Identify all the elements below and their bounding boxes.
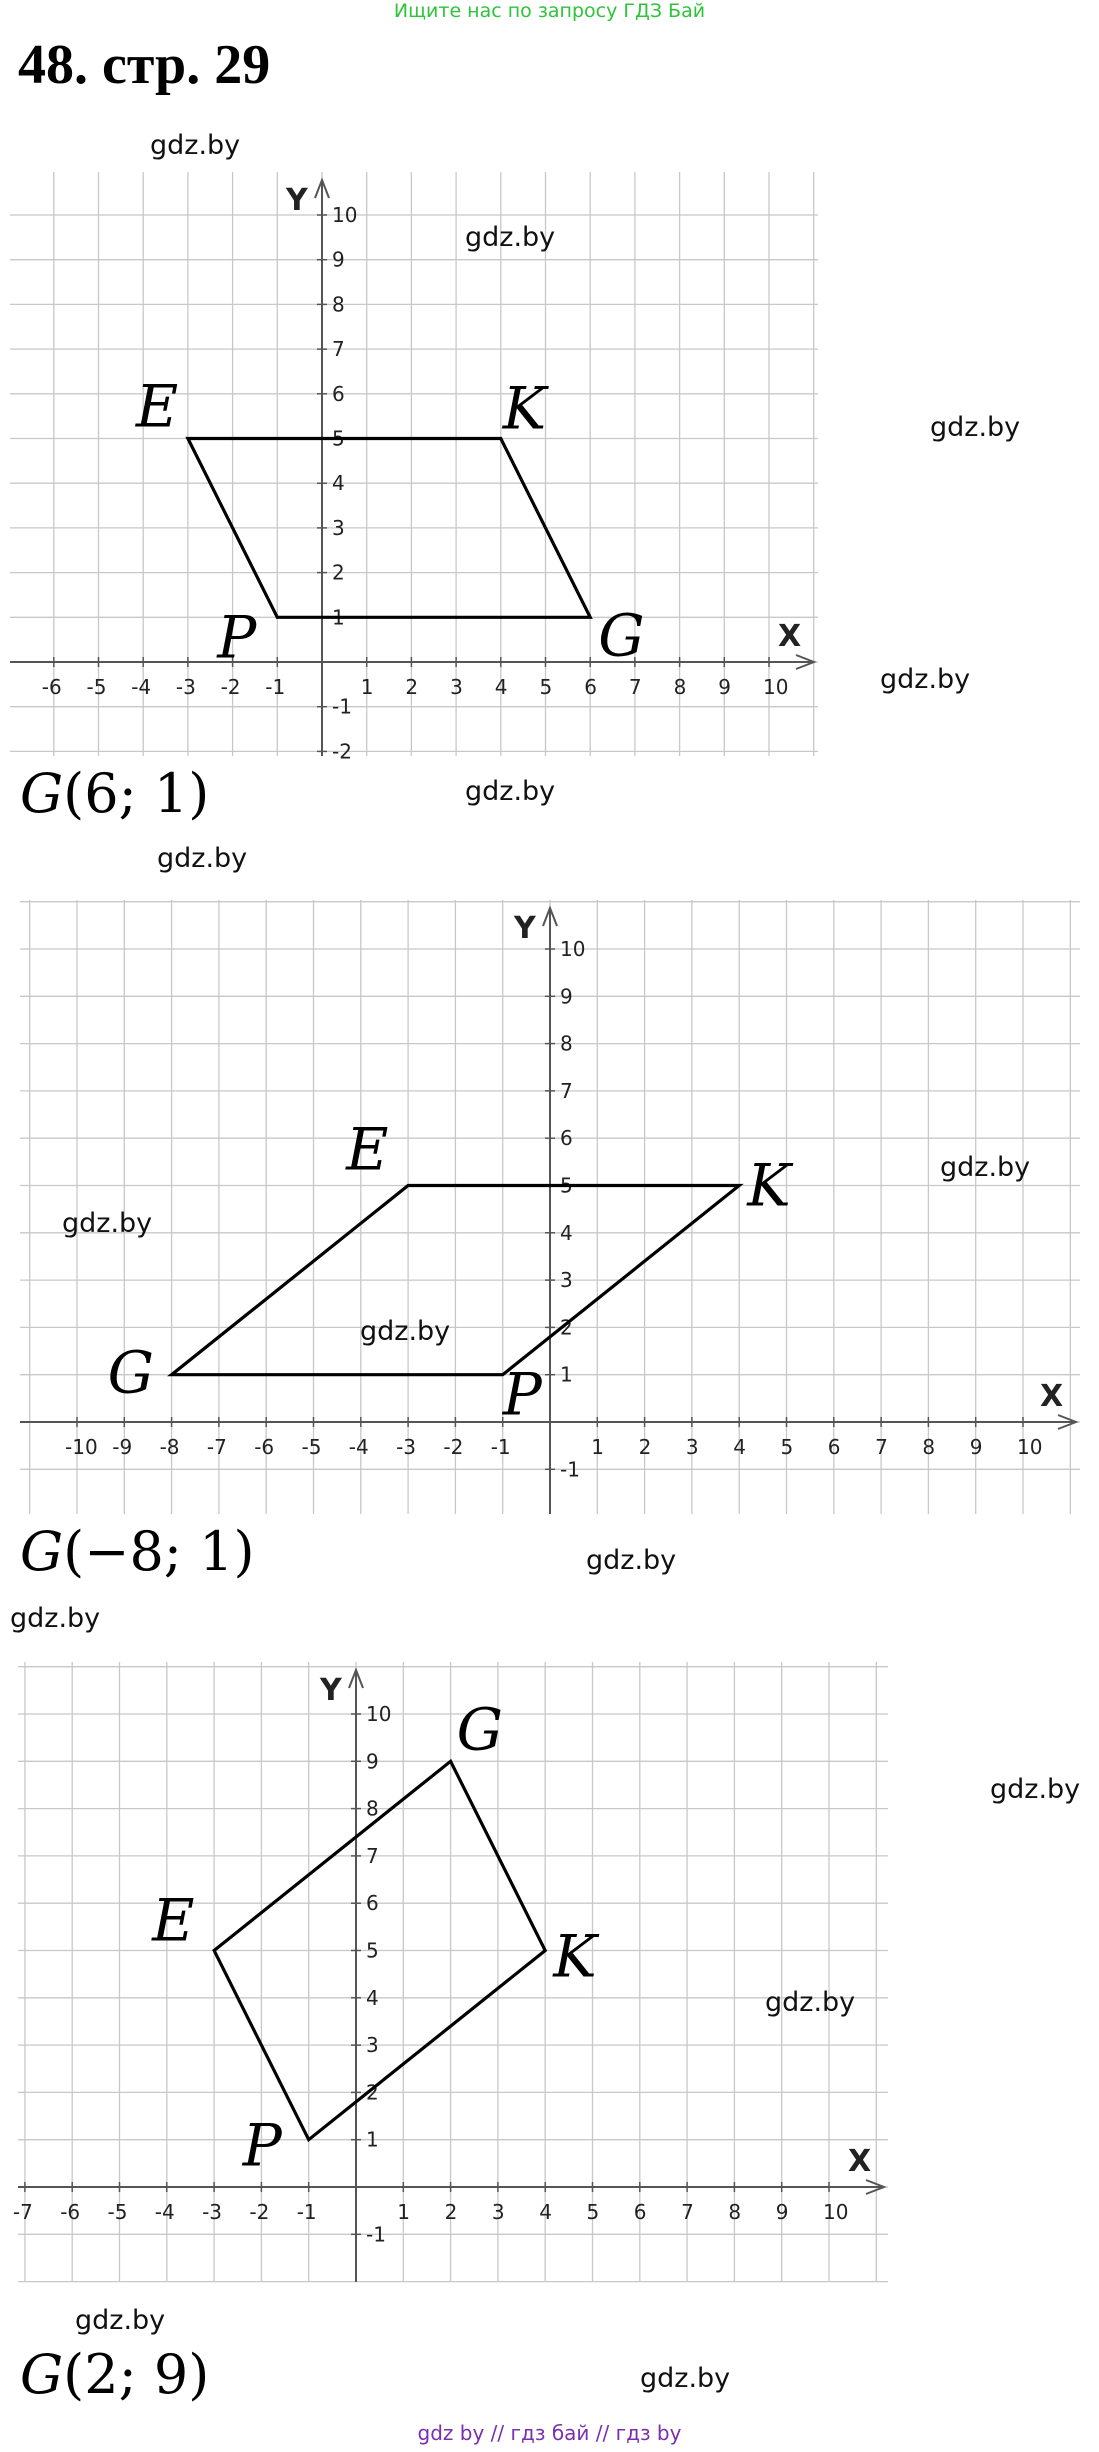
x-tick-label: -5 [107, 2200, 128, 2224]
x-tick-label: 2 [444, 2200, 458, 2224]
x-tick-label: 7 [875, 1435, 888, 1459]
y-axis-label: Y [286, 183, 308, 218]
x-tick-label: 7 [628, 675, 642, 699]
answer-2-coords: (−8; 1) [63, 1520, 255, 1583]
y-tick-label: -1 [560, 1457, 580, 1482]
x-tick-label: -6 [41, 675, 62, 699]
x-tick-label: 10 [823, 2200, 849, 2224]
x-tick-label: 2 [405, 675, 419, 699]
y-tick-label: 6 [560, 1126, 573, 1151]
vertex-label-g: G [598, 601, 645, 670]
y-tick-label: 7 [332, 337, 345, 362]
grid [18, 1662, 888, 2282]
watermark: gdz.by [150, 130, 241, 161]
x-tick-label: 4 [494, 675, 508, 699]
vertex-label-k: K [502, 374, 547, 443]
x-tick-label: -2 [443, 1435, 464, 1459]
watermark: gdz.by [640, 2363, 731, 2394]
x-tick-label: 5 [780, 1435, 794, 1459]
y-tick-label: -1 [332, 694, 352, 719]
vertex-label-g: G [456, 1695, 503, 1764]
y-tick-label: 2 [332, 560, 345, 585]
watermark: gdz.by [930, 412, 1021, 443]
vertex-label-e: E [135, 372, 179, 441]
x-tick-label: 5 [586, 2200, 600, 2224]
x-tick-label: -1 [490, 1435, 511, 1459]
x-tick-label: -6 [254, 1435, 275, 1459]
y-tick-label: 3 [332, 515, 345, 540]
x-tick-label: 1 [591, 1435, 605, 1459]
y-tick-label: 5 [332, 426, 345, 451]
y-tick-label: 5 [366, 1938, 379, 1963]
x-tick-label: -4 [131, 675, 152, 699]
x-tick-label: -9 [112, 1435, 133, 1459]
y-tick-label: 9 [560, 984, 573, 1009]
coordinate-plot-2 [20, 900, 1080, 1514]
watermark: gdz.by [940, 1152, 1031, 1183]
x-tick-label: 3 [685, 1435, 699, 1459]
x-tick-label: -2 [220, 675, 241, 699]
answer-3-coords: (2; 9) [63, 2343, 210, 2406]
x-axis-label: X [778, 619, 802, 654]
x-tick-label: -5 [86, 675, 107, 699]
coordinate-plot-3 [12, 1662, 888, 2282]
y-tick-label: 4 [332, 471, 345, 496]
x-tick-label: 3 [450, 675, 463, 699]
x-tick-label: 5 [539, 675, 553, 699]
y-tick-label: 4 [560, 1220, 573, 1245]
y-tick-label: 1 [560, 1362, 573, 1387]
vertex-label-p: P [502, 1360, 542, 1429]
y-tick-label: 7 [366, 1843, 379, 1868]
x-tick-label: 9 [775, 2200, 789, 2224]
x-tick-label: -3 [396, 1435, 417, 1459]
x-tick-label: 7 [681, 2200, 694, 2224]
x-tick-label: 1 [360, 675, 374, 699]
page-title: 48. стр. 29 [18, 34, 271, 96]
x-tick-label: 4 [539, 2200, 552, 2224]
answer-2 [20, 1520, 255, 1584]
x-tick-label: -10 [65, 1435, 98, 1459]
x-tick-label: 10 [1017, 1435, 1043, 1459]
y-tick-label: 5 [560, 1173, 573, 1198]
x-tick-label: 1 [397, 2200, 411, 2224]
y-tick-label: 7 [560, 1078, 573, 1103]
x-tick-label: 9 [718, 675, 732, 699]
x-axis-label: X [848, 2144, 872, 2179]
vertex-label-k: K [553, 1922, 597, 1991]
vertex-label-e: E [152, 1886, 195, 1955]
x-tick-label: 8 [922, 1435, 936, 1459]
x-tick-label: 2 [638, 1435, 652, 1459]
y-tick-label: 1 [332, 605, 345, 630]
vertex-label-e: E [346, 1115, 389, 1184]
x-tick-label: -1 [296, 2200, 317, 2224]
x-tick-label: -3 [202, 2200, 223, 2224]
watermark: gdz.by [880, 664, 971, 695]
watermark: gdz.by [465, 776, 556, 807]
vertex-label-k: K [747, 1151, 791, 1220]
x-tick-label: 3 [491, 2200, 505, 2224]
y-tick-label: 10 [560, 937, 586, 961]
y-tick-label: 10 [366, 1702, 392, 1726]
y-tick-label: 8 [332, 292, 345, 317]
x-tick-label: -3 [175, 675, 196, 699]
y-tick-label: 3 [366, 2033, 379, 2058]
vertex-label-p: P [242, 2111, 282, 2180]
x-tick-label: 9 [969, 1435, 983, 1459]
x-tick-label: -7 [12, 2200, 33, 2224]
x-tick-label: -4 [154, 2200, 175, 2224]
answer-1-coords: (6; 1) [63, 762, 210, 825]
y-tick-label: 8 [366, 1796, 379, 1821]
y-tick-label: 6 [332, 381, 345, 406]
vertex-label-p: P [217, 603, 257, 672]
y-axis-label: Y [320, 1673, 342, 1708]
answer-3 [20, 2343, 209, 2407]
vertex-label-g: G [107, 1338, 154, 1407]
x-tick-label: 8 [728, 2200, 742, 2224]
watermark: gdz.by [465, 222, 556, 253]
watermark: gdz.by [75, 2305, 166, 2336]
x-tick-label: -6 [60, 2200, 81, 2224]
x-tick-label: 8 [673, 675, 687, 699]
y-tick-label: 2 [560, 1315, 573, 1340]
x-tick-label: 4 [733, 1435, 746, 1459]
coordinate-plot-1 [10, 172, 818, 764]
grid [10, 172, 818, 756]
y-tick-label: 10 [332, 203, 358, 227]
watermark: gdz.by [10, 1603, 101, 1634]
y-tick-label: 9 [332, 247, 345, 272]
x-tick-label: -4 [348, 1435, 369, 1459]
x-tick-label: -2 [249, 2200, 270, 2224]
watermark: gdz.by [765, 1987, 856, 2018]
y-tick-label: 9 [366, 1749, 379, 1774]
y-tick-label: 8 [560, 1031, 573, 1056]
watermark: gdz.by [586, 1545, 677, 1576]
watermark: gdz.by [360, 1316, 451, 1347]
y-tick-label: 4 [366, 1985, 379, 2010]
x-tick-label: -7 [206, 1435, 227, 1459]
y-tick-label: -1 [366, 2222, 386, 2247]
watermark: gdz.by [990, 1774, 1081, 1805]
x-tick-label: -8 [159, 1435, 180, 1459]
x-tick-label: -1 [265, 675, 286, 699]
x-tick-label: 6 [827, 1435, 841, 1459]
x-tick-label: 6 [633, 2200, 647, 2224]
x-tick-label: -5 [301, 1435, 322, 1459]
x-axis-label: X [1040, 1379, 1064, 1414]
footer-links: gdz by // гдз бай // гдз by [417, 2421, 682, 2445]
answer-2-point: G [20, 1520, 64, 1583]
answer-1 [20, 762, 209, 826]
watermark: gdz.by [62, 1208, 153, 1239]
y-tick-label: -2 [332, 739, 352, 764]
x-tick-label: 10 [763, 675, 789, 699]
watermark: gdz.by [157, 843, 248, 874]
y-tick-label: 2 [366, 2080, 379, 2105]
answer-3-point: G [20, 2343, 64, 2406]
y-tick-label: 6 [366, 1891, 379, 1916]
y-tick-label: 3 [560, 1268, 573, 1293]
search-banner: Ищите нас по запросу ГДЗ Бай [393, 0, 706, 22]
answer-1-point: G [20, 762, 64, 825]
y-tick-label: 1 [366, 2127, 379, 2152]
x-tick-label: 6 [584, 675, 597, 699]
y-axis-label: Y [514, 911, 536, 946]
